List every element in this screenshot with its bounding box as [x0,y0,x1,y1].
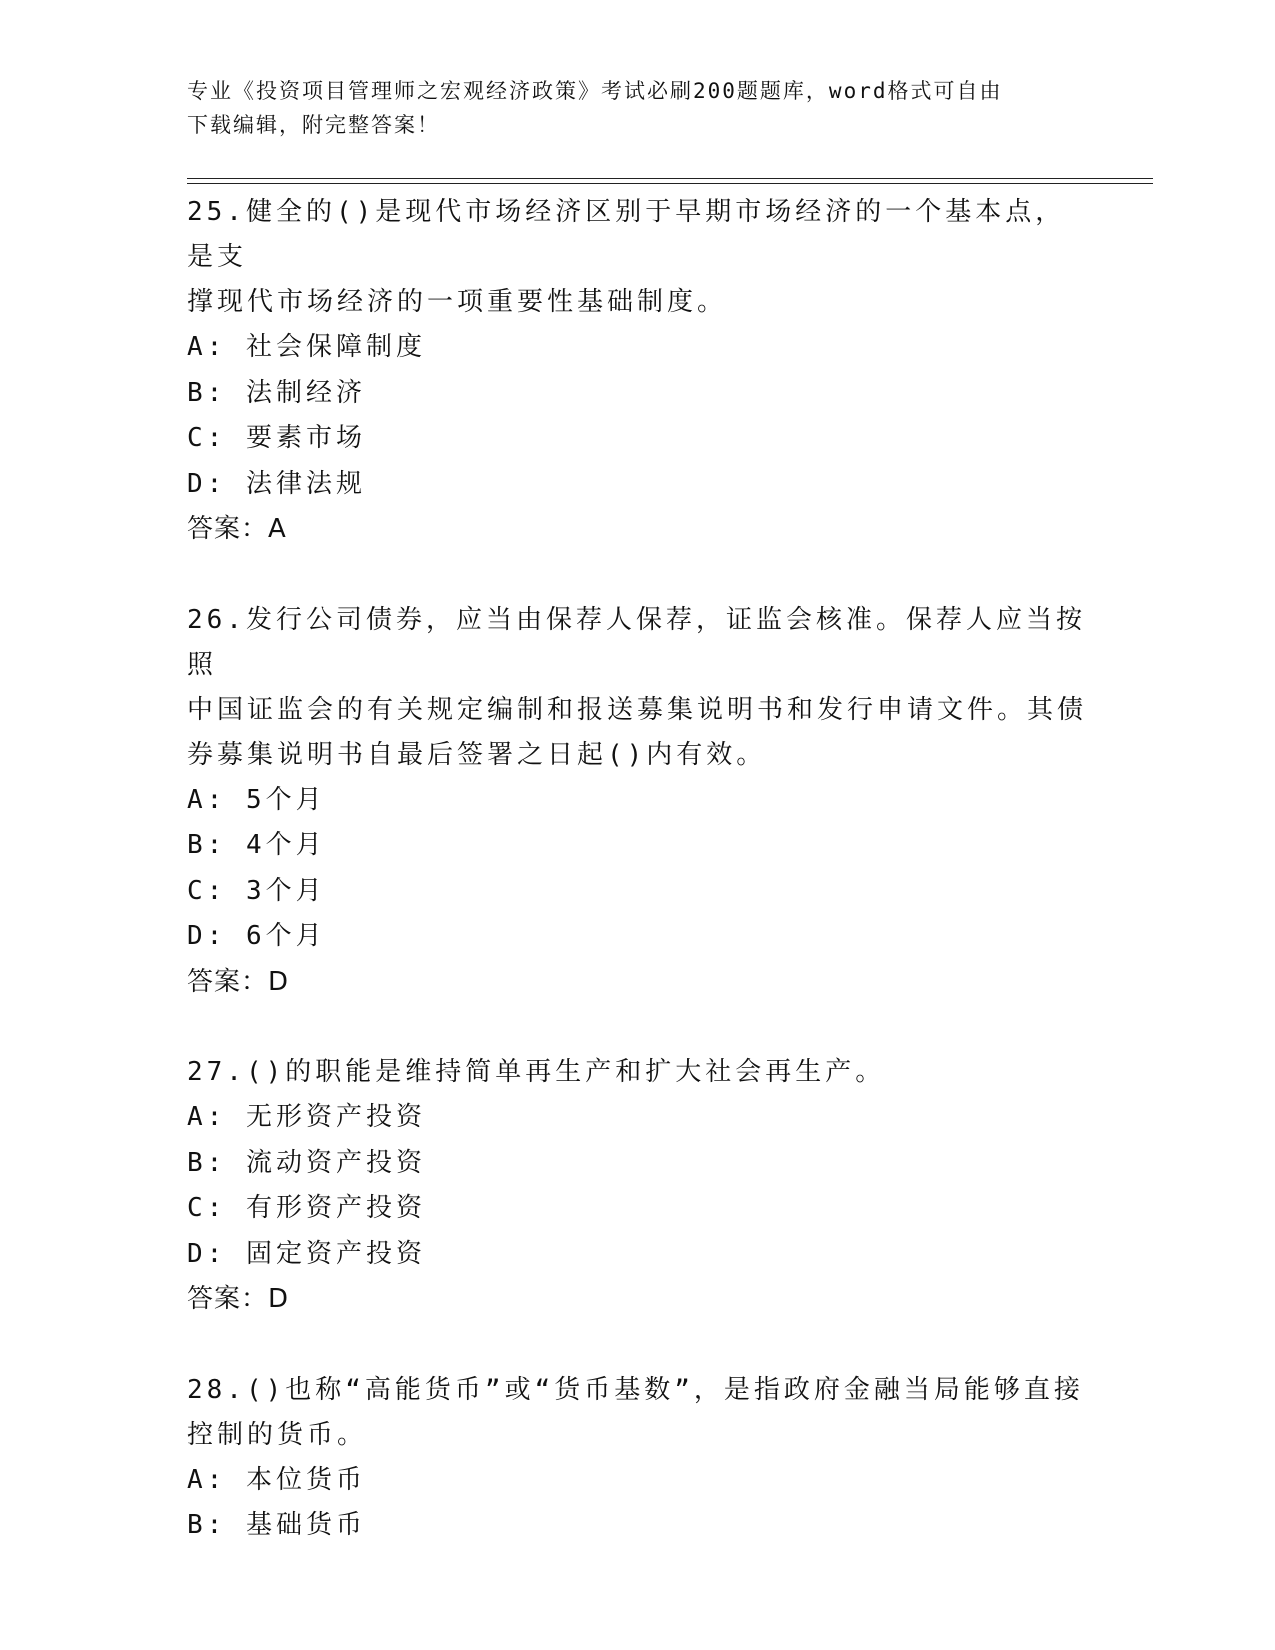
question-stem [187,1368,1087,1458]
option-a: A: 5个月 [187,784,326,815]
stem-line: 28.()也称“高能货币”或“货币基数”，是指政府金融当局能够直接 [187,1374,1084,1405]
header-divider [187,183,1153,184]
option-c: C: 3个月 [187,875,326,906]
question-stem [187,190,1087,325]
answer-text: 答案：D [187,1284,290,1314]
option-d: D: 法律法规 [187,468,366,499]
header-line: 专业《投资项目管理师之宏观经济政策》考试必刷200题题库，word格式可自由 [187,79,1003,103]
option-a: A: 社会保障制度 [187,332,426,362]
option-c: C: 有形资产投资 [187,1193,426,1223]
stem-line: 27.()的职能是维持简单再生产和扩大社会再生产。 [187,1057,886,1087]
question-list [187,190,1087,1594]
option-d: D: 固定资产投资 [187,1238,426,1269]
stem-line: 26.发行公司债券，应当由保荐人保荐，证监会核准。保荐人应当按照 [187,604,1086,680]
stem-line: 中国证监会的有关规定编制和报送募集说明书和发行申请文件。其债 [187,694,1088,725]
stem-line: 撑现代市场经济的一项重要性基础制度。 [187,287,728,317]
option-d: D: 6个月 [187,921,326,951]
answer-text: 答案：D [187,966,290,997]
stem-line: 25.健全的()是现代市场经济区别于早期市场经济的一个基本点，是支 [187,197,1066,272]
question-stem [187,1050,1087,1095]
option-b: B: 流动资产投资 [187,1147,426,1178]
option-b: B: 基础货币 [187,1510,366,1540]
question-item [187,1050,1087,1323]
document-header [187,74,1067,142]
answer-text: 答案：A [187,514,287,544]
header-line: 下载编辑，附完整答案！ [187,113,440,137]
question-item [187,190,1087,553]
question-item [187,1368,1087,1549]
question-item [187,598,1087,1006]
stem-line: 控制的货币。 [187,1419,368,1450]
question-stem [187,598,1087,778]
stem-line: 券募集说明书自最后签署之日起()内有效。 [187,739,767,770]
option-b: B: 4个月 [187,830,326,860]
header-divider [187,178,1153,179]
option-a: A: 本位货币 [187,1464,366,1495]
option-c: C: 要素市场 [187,423,366,453]
option-a: A: 无形资产投资 [187,1102,426,1132]
option-b: B: 法制经济 [187,377,366,408]
